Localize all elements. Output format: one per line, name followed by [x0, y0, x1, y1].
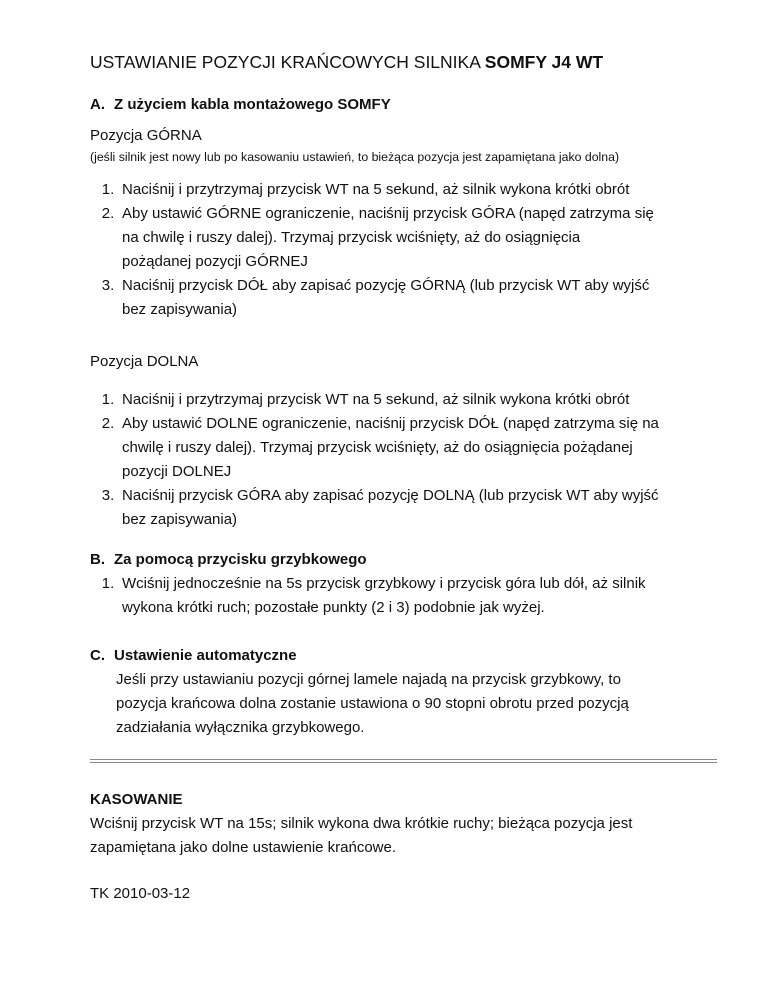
step-number: 1.: [101, 575, 115, 592]
paragraph-line: zapamiętana jako dolne ustawienie krańcowe.: [90, 839, 397, 856]
section-b-letter: B.: [90, 551, 105, 568]
step-number: 1.: [101, 181, 115, 198]
section-b-steps-list: [90, 572, 720, 620]
section-c-letter: C.: [90, 647, 105, 664]
lower-steps-list: [90, 388, 720, 532]
section-a-title: Z użyciem kabla montażowego SOMFY: [114, 96, 391, 113]
document-title: [90, 50, 603, 74]
step-number: 3.: [101, 277, 115, 294]
step-line: Naciśnij i przytrzymaj przycisk WT na 5 sekund, aż silnik wykona krótki obrót: [122, 181, 630, 198]
list-item: [90, 412, 720, 484]
list-item: [90, 202, 720, 274]
step-line: bez zapisywania): [122, 511, 238, 528]
paragraph-line: Wciśnij przycisk WT na 15s; silnik wykona dwa krótkie ruchy; bieżąca pozycja jest: [90, 815, 633, 832]
step-number: 2.: [101, 205, 115, 222]
step-line: Aby ustawić GÓRNE ograniczenie, naciśnij przycisk GÓRA (napęd zatrzyma się: [122, 205, 654, 222]
list-item: [90, 484, 720, 532]
section-a-heading: [90, 93, 391, 117]
step-line: Wciśnij jednocześnie na 5s przycisk grzybkowy i przycisk góra lub dół, aż silnik: [122, 575, 646, 592]
list-item: [90, 178, 720, 202]
step-line: Naciśnij i przytrzymaj przycisk WT na 5 sekund, aż silnik wykona krótki obrót: [122, 391, 630, 408]
list-item: [90, 572, 720, 620]
paragraph-line: pozycja krańcowa dolna zostanie ustawiona o 90 stopni obrotu przed pozycją: [116, 695, 629, 712]
step-line: Aby ustawić DOLNE ograniczenie, naciśnij przycisk DÓŁ (napęd zatrzyma się na: [122, 415, 659, 432]
section-a-letter: A.: [90, 96, 105, 113]
section-c-title: Ustawienie automatyczne: [114, 647, 297, 664]
paragraph-line: Jeśli przy ustawianiu pozycji górnej lamele najadą na przycisk grzybkowy, to: [116, 671, 621, 688]
paragraph-line: zadziałania wyłącznika grzybkowego.: [116, 719, 365, 736]
divider: [90, 759, 717, 760]
section-c-paragraph: [116, 668, 716, 740]
list-item: [90, 274, 720, 322]
section-b-heading: [90, 548, 367, 572]
step-line: pozycji DOLNEJ: [122, 463, 232, 480]
step-line: pożądanej pozycji GÓRNEJ: [122, 253, 308, 270]
reset-heading: KASOWANIE: [90, 791, 183, 808]
step-number: 1.: [101, 391, 115, 408]
title-text: USTAWIANIE POZYCJI KRAŃCOWYCH SILNIKA: [90, 52, 485, 72]
upper-steps-list: [90, 178, 720, 322]
divider: [90, 762, 717, 763]
signature-date: TK 2010-03-12: [90, 885, 191, 902]
title-product: SOMFY J4 WT: [484, 52, 604, 72]
step-line: Naciśnij przycisk DÓŁ aby zapisać pozycję GÓRNĄ (lub przycisk WT aby wyjść: [122, 277, 650, 294]
section-b-title: Za pomocą przycisku grzybkowego: [114, 551, 367, 568]
list-item: [90, 388, 720, 412]
reset-paragraph: [90, 812, 632, 860]
step-line: wykona krótki ruch; pozostałe punkty (2 i 3) podobnie jak wyżej.: [122, 599, 545, 616]
step-number: 2.: [101, 415, 115, 432]
section-c-heading: [90, 644, 297, 668]
step-line: Naciśnij przycisk GÓRA aby zapisać pozycję DOLNĄ (lub przycisk WT aby wyjść: [122, 487, 659, 504]
step-line: chwilę i ruszy dalej). Trzymaj przycisk wciśnięty, aż do osiągnięcia pożądanej: [122, 439, 633, 456]
step-line: na chwilę i ruszy dalej). Trzymaj przycisk wciśnięty, aż do osiągnięcia: [122, 229, 581, 246]
step-line: bez zapisywania): [122, 301, 238, 318]
upper-position-note: (jeśli silnik jest nowy lub po kasowaniu ustawień, to bieżąca pozycja jest zapamiętana jako dolna): [90, 150, 620, 164]
upper-position-label: Pozycja GÓRNA: [90, 127, 202, 144]
lower-position-label: Pozycja DOLNA: [90, 353, 199, 370]
step-number: 3.: [101, 487, 115, 504]
